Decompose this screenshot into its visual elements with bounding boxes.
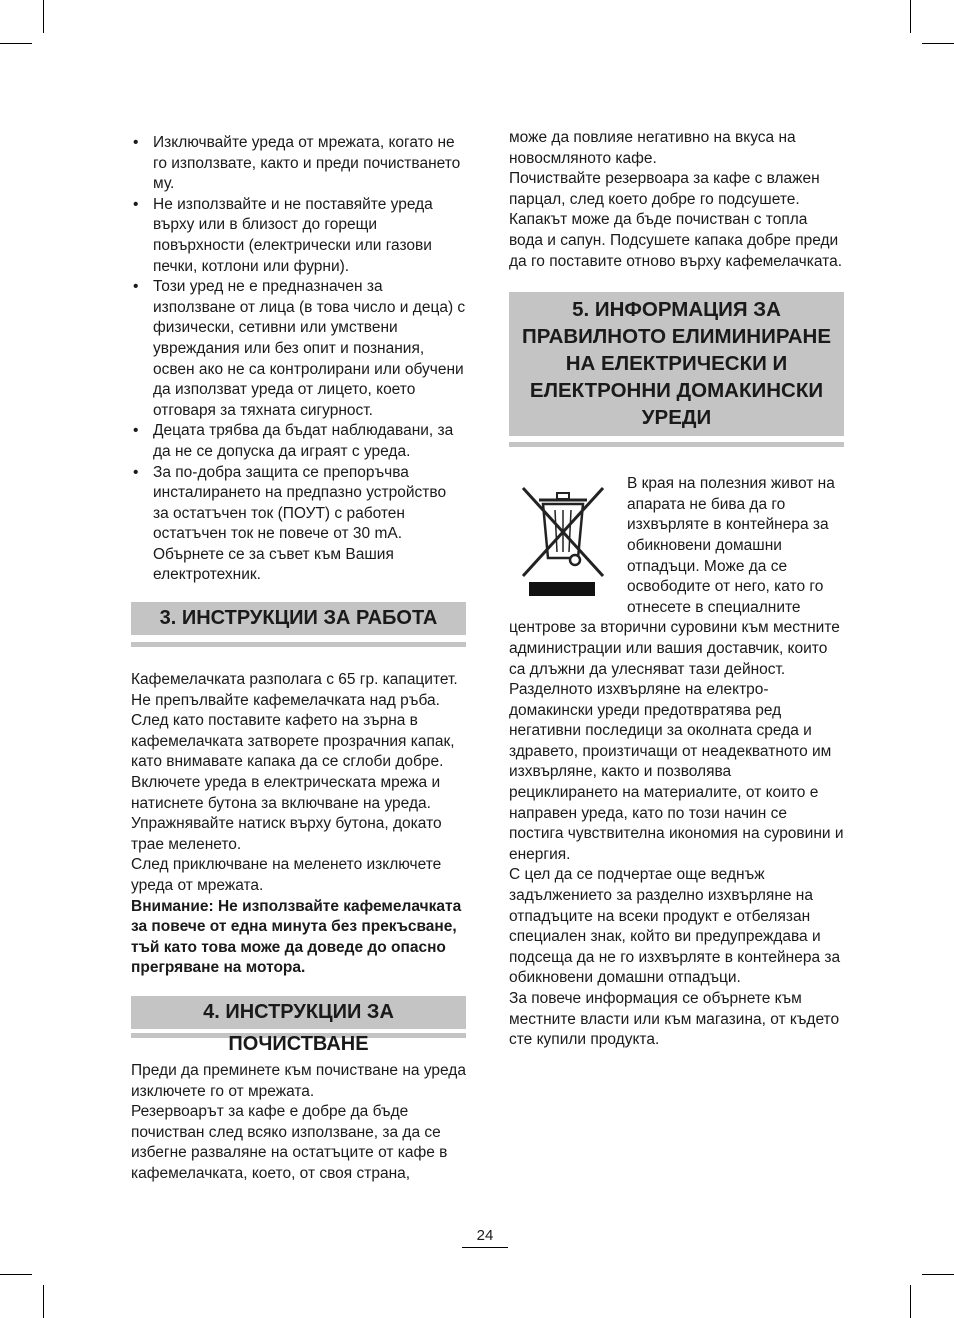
- warning-paragraph: Внимание: Не използвайте кафемелачката за повече от една минута без прекъсване, тъй като това може да доведе до опасно прегряване на мотора.: [131, 897, 462, 977]
- paragraph: За повече информация се обърнете към местните власти или към магазина, от където сте купили продукта.: [509, 990, 840, 1049]
- section-4-heading: 4. ИНСТРУКЦИИ ЗА ПОЧИСТВАНЕ: [131, 996, 466, 1029]
- crop-mark: [910, 0, 911, 33]
- bullet-item: • Изключвайте уреда от мрежата, когато не го използвате, както и преди почистването му.: [131, 133, 466, 195]
- crop-mark: [43, 0, 44, 33]
- page-number: 24: [462, 1226, 508, 1248]
- right-column: [509, 128, 844, 1051]
- paragraph: Упражнявайте натиск върху бутона, докато трае меленето.: [131, 815, 442, 853]
- paragraph: Капакът може да бъде почистван с топла вода и сапун. Подсушете капака добре преди да го поставите отново върху кафемелачката.: [509, 211, 843, 270]
- paragraph: С цел да се подчертае още веднъж задължението за разделно изхвърляне на отпадъците на всеки продукт е отбелязан специален знак, който ви предупреждава и подсеща да не го изхвърляте в контейнера за обикновени домашни отпадъци.: [509, 866, 841, 987]
- crop-mark: [43, 1285, 44, 1318]
- paragraph: Резервоарът за кафе е добре да бъде почистван след всяко използване, за да се избегне разваляне на остатъците от кафе в кафемелачката, което, от своя страна,: [131, 1103, 448, 1182]
- section-5-heading: 5. ИНФОРМАЦИЯ ЗА ПРАВИЛНОТО ЕЛИМИНИРАНЕ НА ЕЛЕКТРИЧЕСКИ И ЕЛЕКТРОННИ ДОМАКИНСКИ УРЕДИ: [509, 292, 844, 436]
- crop-mark: [910, 1285, 911, 1318]
- paragraph: Не препълвайте кафемелачката над ръба.: [131, 691, 440, 709]
- section-3-body: [131, 670, 466, 979]
- section-divider: [509, 442, 844, 447]
- left-column: [131, 133, 466, 1185]
- section-3-heading: 3. ИНСТРУКЦИИ ЗА РАБОТА: [131, 602, 466, 635]
- section-5-body: [509, 474, 844, 1051]
- paragraph: След като поставите кафето на зърна в кафемелачката затворете прозрачния капак, като внимавате капака да се сглоби добре.: [131, 712, 455, 771]
- bullet-item: • Този уред не е предназначен за използване от лица (в това число и деца) с физически, сетивни или умствени увреждания или без опит и познания, освен ако не са контролирани или обучени да използват уреда от лицето, което отговаря за тяхната сигурност.: [131, 277, 466, 421]
- crossed-out-wheelie-bin-icon: [517, 480, 609, 598]
- section-divider: [131, 642, 466, 647]
- crop-mark: [922, 1274, 954, 1275]
- paragraph: може да повлияе негативно на вкуса на новосмляното кафе.: [509, 129, 796, 167]
- bullet-item: • За по-добра защита се препоръчва инсталирането на предпазно устройство за остатъчен ток (ПОУТ) с работен остатъчен ток не повече от 30 mA. Обърнете се за съвет към Вашия електротехник.: [131, 463, 466, 587]
- bullet-item: • Децата трябва да бъдат наблюдавани, за да не се допуска да играят с уреда.: [131, 421, 466, 462]
- crop-mark: [922, 43, 954, 44]
- section-4-body: [131, 1061, 466, 1185]
- paragraph: В края на полезния живот на апарата не бива да го изхвърляте в контейнера за обикновени домашни отпадъци. Може да се освободите от него, като го отнесете в специалните центрове за вторични суровини към местните администрации или вашия доставчик, които са длъжни да улесняват тази дейност. Разделното изхвърляне на електро-домакински уреди предотвратява ред негативни последици за околната среда и здравето, произтичащи от неадекватното им изхвърляне, както и позволява рециклирането на материалите, от които е направен уреда, като по този начин се постига чувствителна икономия на суровини и енергия.: [509, 475, 844, 863]
- crop-mark: [0, 43, 32, 44]
- paragraph: Почиствайте резервоара за кафе с влажен парцал, след което добре го подсушете.: [509, 170, 820, 208]
- paragraph: Преди да преминете към почистване на уреда изключете го от мрежата.: [131, 1061, 466, 1100]
- paragraph: След приключване на меленето изключете уреда от мрежата.: [131, 856, 442, 894]
- paragraph: Кафемелачката разполага с 65 гр. капацитет.: [131, 671, 458, 689]
- bullet-item: • Не използвайте и не поставяйте уреда върху или в близост до горещи повърхности (електрически или газови печки, котлони или фурни).: [131, 195, 466, 277]
- crop-mark: [0, 1274, 32, 1275]
- safety-bullet-list: [131, 133, 466, 586]
- paragraph: Включете уреда в електрическата мрежа и натиснете бутона за включване на уреда.: [131, 774, 441, 812]
